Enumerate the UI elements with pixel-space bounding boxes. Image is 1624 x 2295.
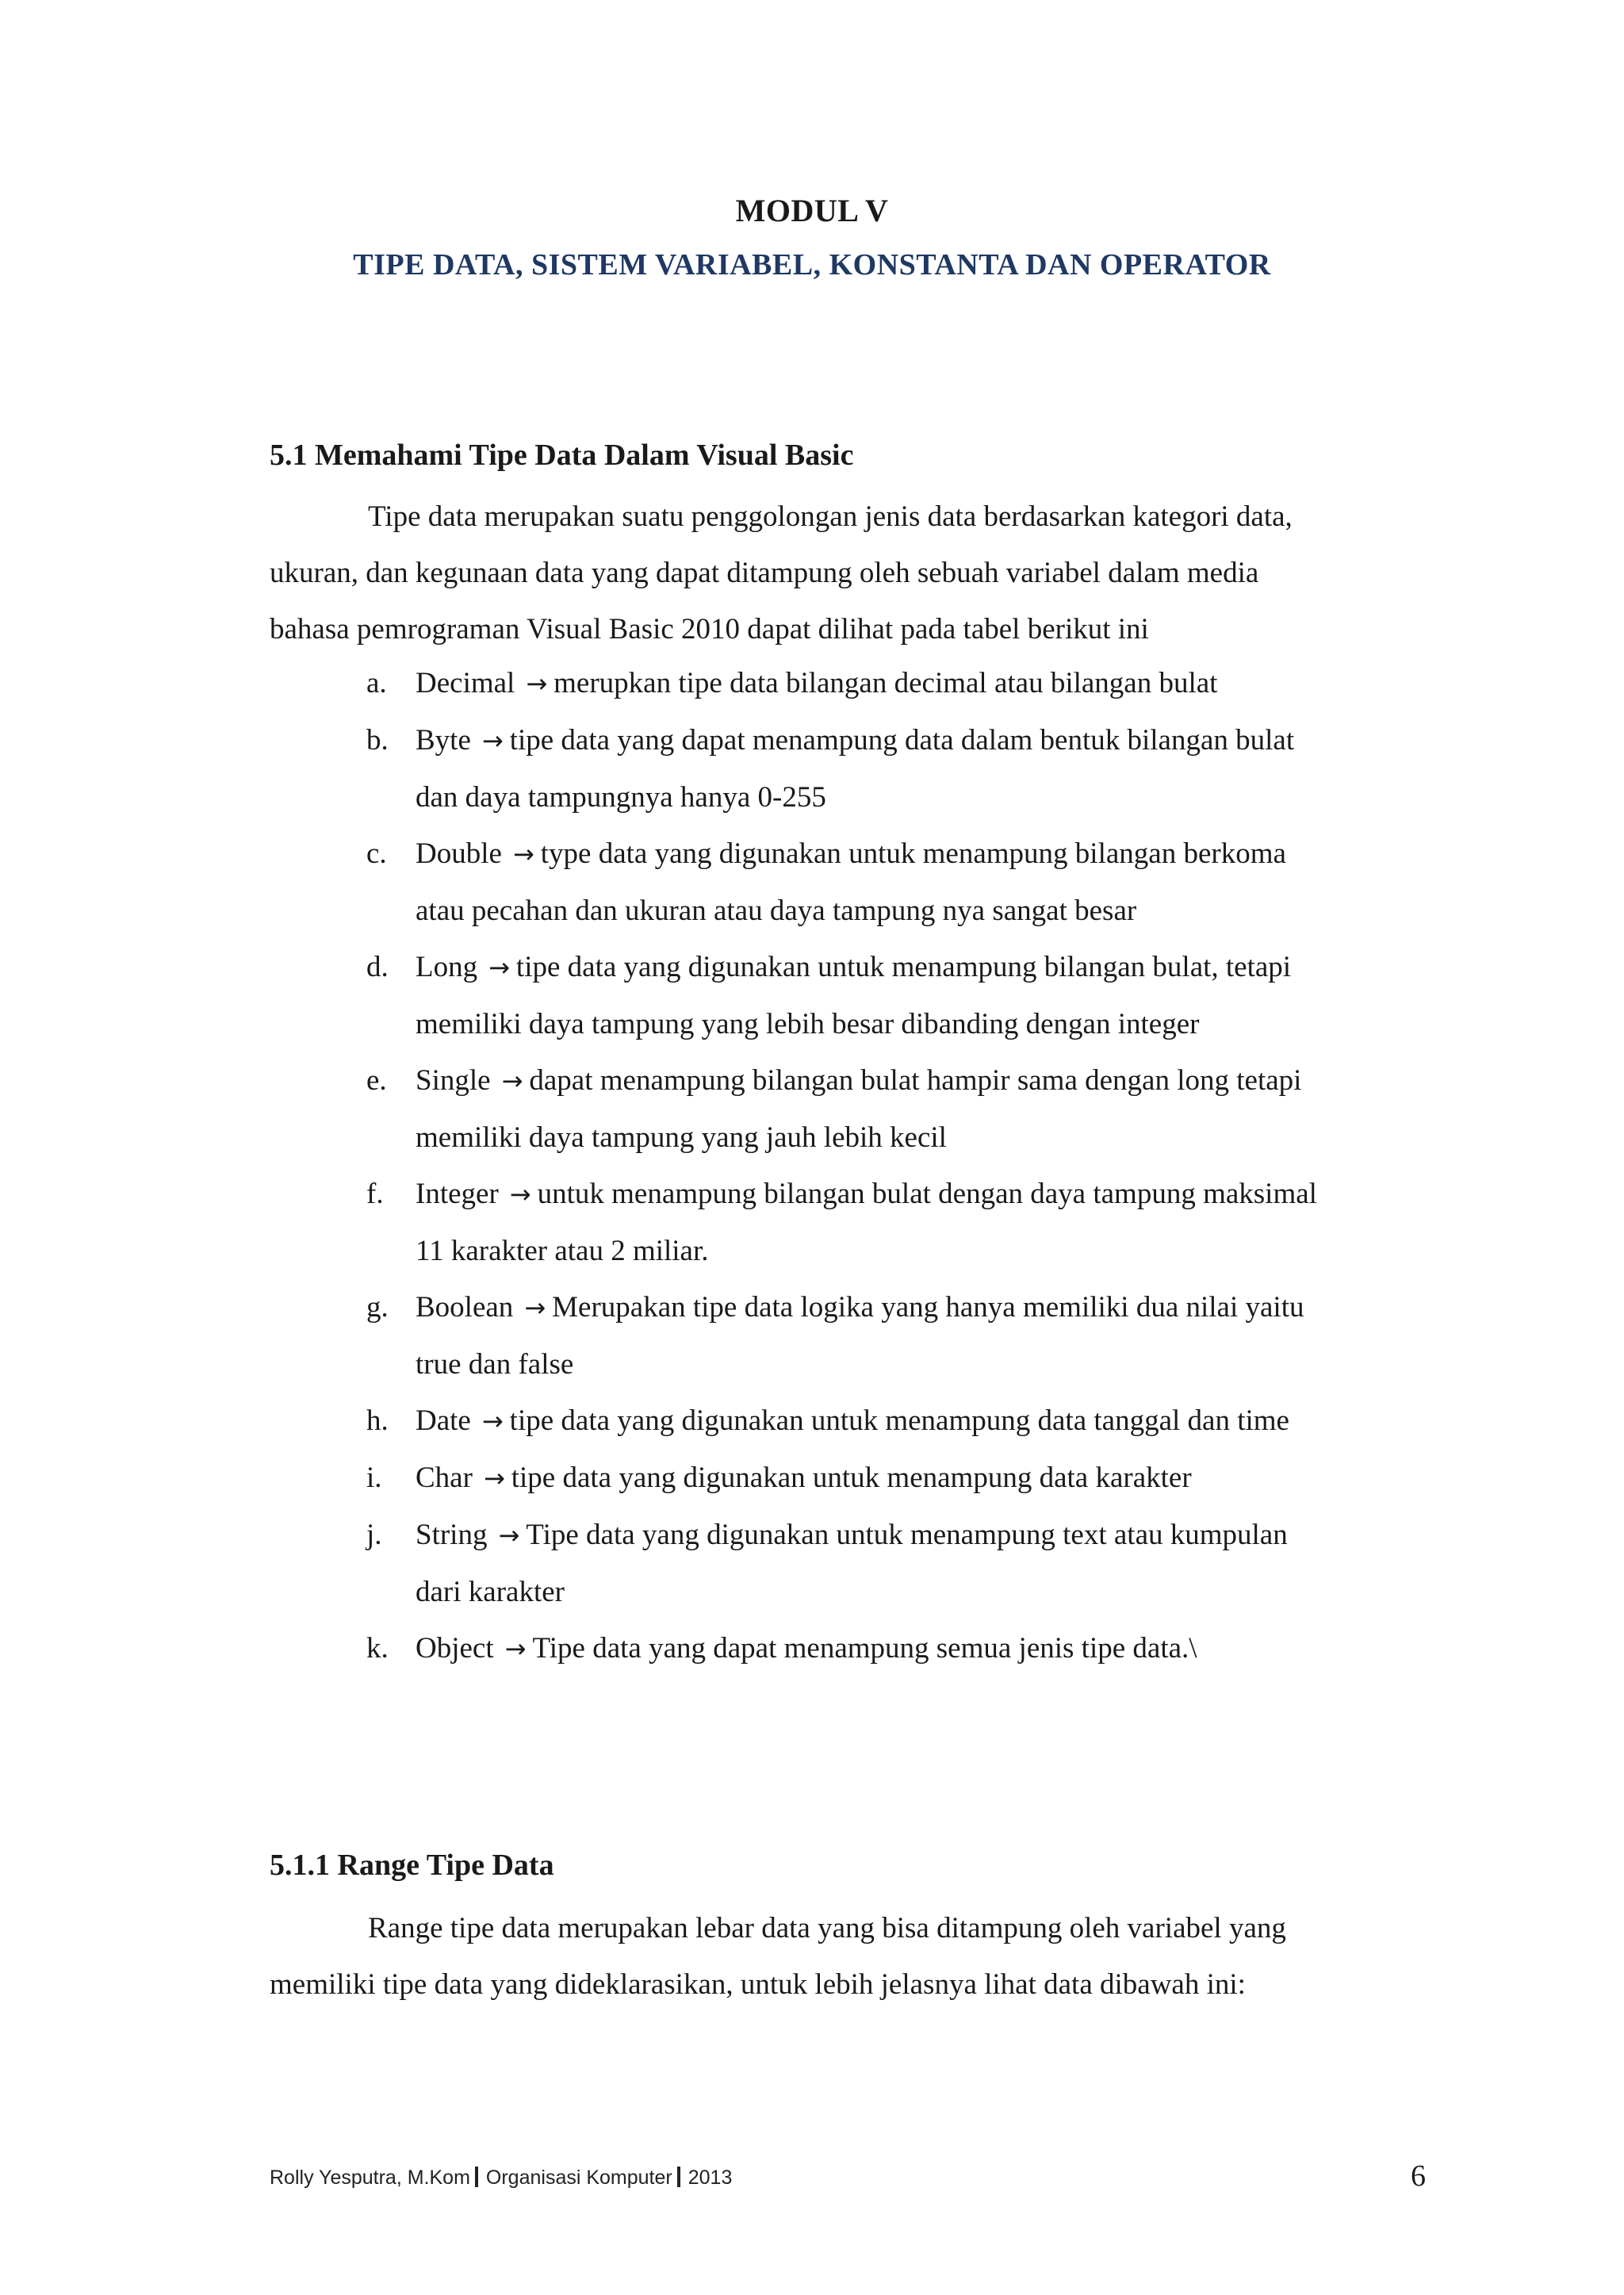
module-title: MODUL V <box>735 193 889 228</box>
data-type-list <box>366 655 1421 1677</box>
list-item <box>366 712 1421 826</box>
type-description-cont: 11 karakter atau 2 miliar. <box>416 1235 709 1267</box>
type-name: Date <box>416 1404 471 1437</box>
type-name: Char <box>416 1462 473 1494</box>
arrow-right-icon: → <box>483 1463 505 1493</box>
list-item <box>366 1507 1421 1620</box>
list-marker: g. <box>366 1291 389 1324</box>
footer-separator <box>677 2167 680 2187</box>
list-marker: e. <box>366 1064 387 1097</box>
section-heading-5-1: 5.1 Memahami Tipe Data Dalam Visual Basic <box>270 439 854 472</box>
list-marker: f. <box>366 1178 384 1210</box>
footer-author: Rolly Yesputra, M.Kom <box>270 2167 470 2189</box>
type-description-cont: dari karakter <box>416 1576 565 1608</box>
type-description: merupkan tipe data bilangan decimal atau bilangan bulat <box>553 667 1218 699</box>
list-item <box>366 1393 1421 1450</box>
type-description: type data yang digunakan untuk menampung bilangan berkoma <box>540 837 1286 870</box>
arrow-right-icon: → <box>501 1066 523 1096</box>
page-footer <box>270 2167 732 2190</box>
type-name: Boolean <box>416 1291 514 1324</box>
list-marker: a. <box>366 667 387 699</box>
footer-year: 2013 <box>688 2167 733 2189</box>
arrow-right-icon: → <box>504 1634 527 1664</box>
type-description-cont: memiliki daya tampung yang jauh lebih kecil <box>416 1121 947 1154</box>
list-marker: d. <box>366 951 389 983</box>
arrow-right-icon: → <box>481 1406 504 1436</box>
section-heading-5-1-1: 5.1.1 Range Tipe Data <box>270 1849 554 1882</box>
type-name: Object <box>416 1632 494 1665</box>
page-number: 6 <box>1411 2159 1426 2193</box>
arrow-right-icon: → <box>526 669 548 699</box>
type-description: dapat menampung bilangan bulat hampir sama dengan long tetapi <box>529 1064 1302 1097</box>
type-description-cont: dan daya tampungnya hanya 0-255 <box>416 781 826 814</box>
arrow-right-icon: → <box>488 952 510 983</box>
list-item <box>366 1166 1421 1279</box>
footer-course: Organisasi Komputer <box>485 2167 672 2189</box>
list-marker: j. <box>366 1519 382 1551</box>
arrow-right-icon: → <box>498 1520 520 1550</box>
intro-line: Tipe data merupakan suatu penggolongan jenis data berdasarkan kategori data, <box>368 500 1293 533</box>
arrow-right-icon: → <box>509 1179 531 1209</box>
intro-line: ukuran, dan kegunaan data yang dapat ditampung oleh sebuah variabel dalam media <box>270 557 1259 589</box>
intro-paragraph <box>270 489 1411 657</box>
list-marker: h. <box>366 1404 389 1437</box>
arrow-right-icon: → <box>524 1293 546 1323</box>
list-item <box>366 1450 1421 1507</box>
list-marker: k. <box>366 1632 389 1665</box>
type-name: Double <box>416 837 502 870</box>
list-item <box>366 826 1421 939</box>
type-name: Long <box>416 951 478 983</box>
list-item <box>366 1052 1421 1166</box>
type-description: tipe data yang digunakan untuk menampung data karakter <box>511 1462 1192 1494</box>
type-description: Tipe data yang digunakan untuk menampung text atau kumpulan <box>526 1519 1288 1551</box>
type-description: tipe data yang digunakan untuk menampung bilangan bulat, tetapi <box>515 951 1292 983</box>
type-description: Merupakan tipe data logika yang hanya memiliki dua nilai yaitu <box>552 1291 1304 1324</box>
range-paragraph <box>270 1900 1411 2013</box>
intro-line: bahasa pemrograman Visual Basic 2010 dapat dilihat pada tabel berikut ini <box>270 613 1149 646</box>
list-item <box>366 655 1421 712</box>
module-subtitle: TIPE DATA, SISTEM VARIABEL, KONSTANTA DAN OPERATOR <box>353 248 1271 282</box>
arrow-right-icon: → <box>481 726 504 756</box>
type-name: Byte <box>416 724 471 757</box>
type-name: Single <box>416 1064 491 1097</box>
type-description-cont: atau pecahan dan ukuran atau daya tampung nya sangat besar <box>416 895 1137 927</box>
list-marker: b. <box>366 724 389 757</box>
type-description-cont: true dan false <box>416 1348 574 1381</box>
range-line: memiliki tipe data yang dideklarasikan, untuk lebih jelasnya lihat data dibawah ini: <box>270 1968 1246 2001</box>
type-description: Tipe data yang dapat menampung semua jenis tipe data.\ <box>532 1632 1197 1665</box>
type-description: tipe data yang digunakan untuk menampung data tanggal dan time <box>509 1404 1289 1437</box>
type-description: untuk menampung bilangan bulat dengan daya tampung maksimal <box>537 1178 1317 1210</box>
list-marker: c. <box>366 837 387 870</box>
type-name: Decimal <box>416 667 515 699</box>
list-item <box>366 939 1421 1052</box>
arrow-right-icon: → <box>512 839 534 869</box>
type-name: String <box>416 1519 488 1551</box>
type-name: Integer <box>416 1178 499 1210</box>
type-description-cont: memiliki daya tampung yang lebih besar dibanding dengan integer <box>416 1008 1200 1040</box>
list-marker: i. <box>366 1462 382 1494</box>
footer-separator <box>475 2167 478 2187</box>
range-line: Range tipe data merupakan lebar data yang bisa ditampung oleh variabel yang <box>368 1912 1286 1944</box>
list-item <box>366 1620 1421 1677</box>
list-item <box>366 1279 1421 1393</box>
type-description: tipe data yang dapat menampung data dalam bentuk bilangan bulat <box>509 724 1295 757</box>
